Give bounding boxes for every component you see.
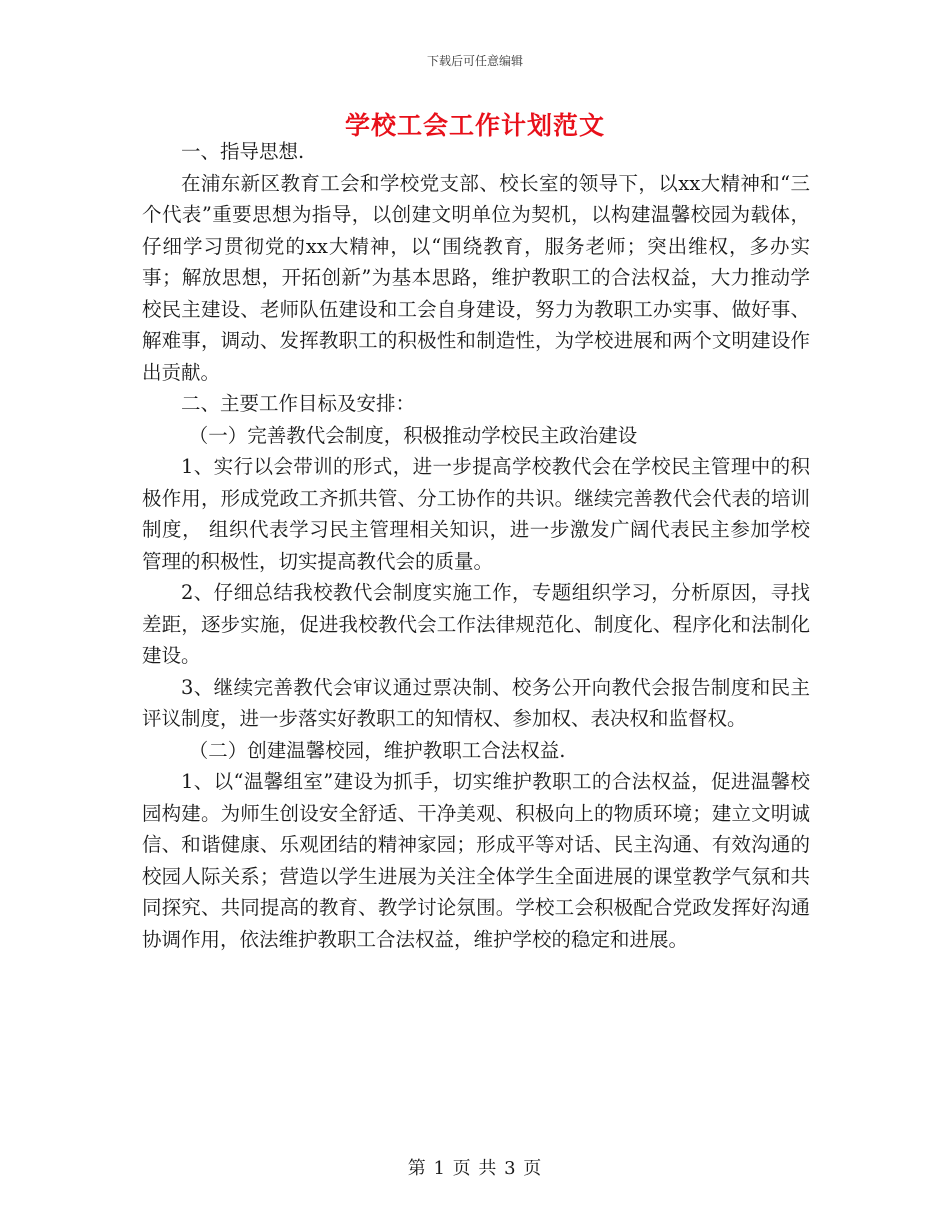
paragraph-warm-campus-item-1: 1、以“温馨组室”建设为抓手，切实维护教职工的合法权益，促进温馨校园构建。为师生创设安全舒适、干净美观、积极向上的物质环境；建立文明诚信、和谐健康、乐观团结的精神家园；形成平等对话、民主沟通、有效沟通的校园人际关系；营造以学生进展为关注全体学生全面进展的课堂教学气氛和共同探究、共同提高的教育、教学讨论氛围。学校工会积极配合党政发挥好沟通协调作用，依法维护教职工合法权益，维护学校的稳定和进展。 [142,770,810,951]
header-note: 下载后可任意编辑 [426,54,523,68]
paragraph-item-1: 1、实行以会带训的形式，进一步提高学校教代会在学校民主管理中的积极作用，形成党政工齐抓共管、分工协作的共识。继续完善教代会代表的培训制度， 组织代表学习民主管理相关知识，进一步激发广阔代表民主参加学校管理的积极性，切实提高教代会的质量。 [142,455,810,573]
section-heading-guiding-ideology: 一、指导思想. [181,140,305,163]
section-heading-main-goals: 二、主要工作目标及安排： [181,392,416,415]
paragraph-item-2: 2、仔细总结我校教代会制度实施工作，专题组织学习，分析原因，寻找差距，逐步实施，促进我校教代会工作法律规范化、制度化、程序化和法制化建设。 [142,581,810,667]
subsection-heading-congress-system: （一）完善教代会制度，积极推动学校民主政治建设 [188,423,638,447]
paragraph-item-3: 3、继续完善教代会审议通过票决制、校务公开向教代会报告制度和民主评议制度，进一步落实好教职工的知情权、参加权、表决权和监督权。 [142,675,810,730]
subsection-heading-warm-campus: （二）创建温馨校园，维护教职工合法权益. [188,738,566,762]
page-number-footer: 第 1 页 共 3 页 [407,1158,543,1179]
paragraph-guiding-ideology: 在浦东新区教育工会和学校党支部、校长室的领导下，以xx大精神和“三个代表”重要思想为指导，以创建文明单位为契机，以构建温馨校园为载体，仔细学习贯彻党的xx大精神，以“围绕教育，服务老师；突出维权，多办实事；解放思想，开拓创新”为基本思路，维护教职工的合法权益，大力推动学校民主建设、老师队伍建设和工会自身建设，努力为教职工办实事、做好事、解难事，调动、发挥教职工的积极性和制造性，为学校进展和两个文明建设作出贡献。 [142,171,810,384]
document-title: 学校工会工作计划范文 [344,111,605,140]
document-body [142,136,810,955]
